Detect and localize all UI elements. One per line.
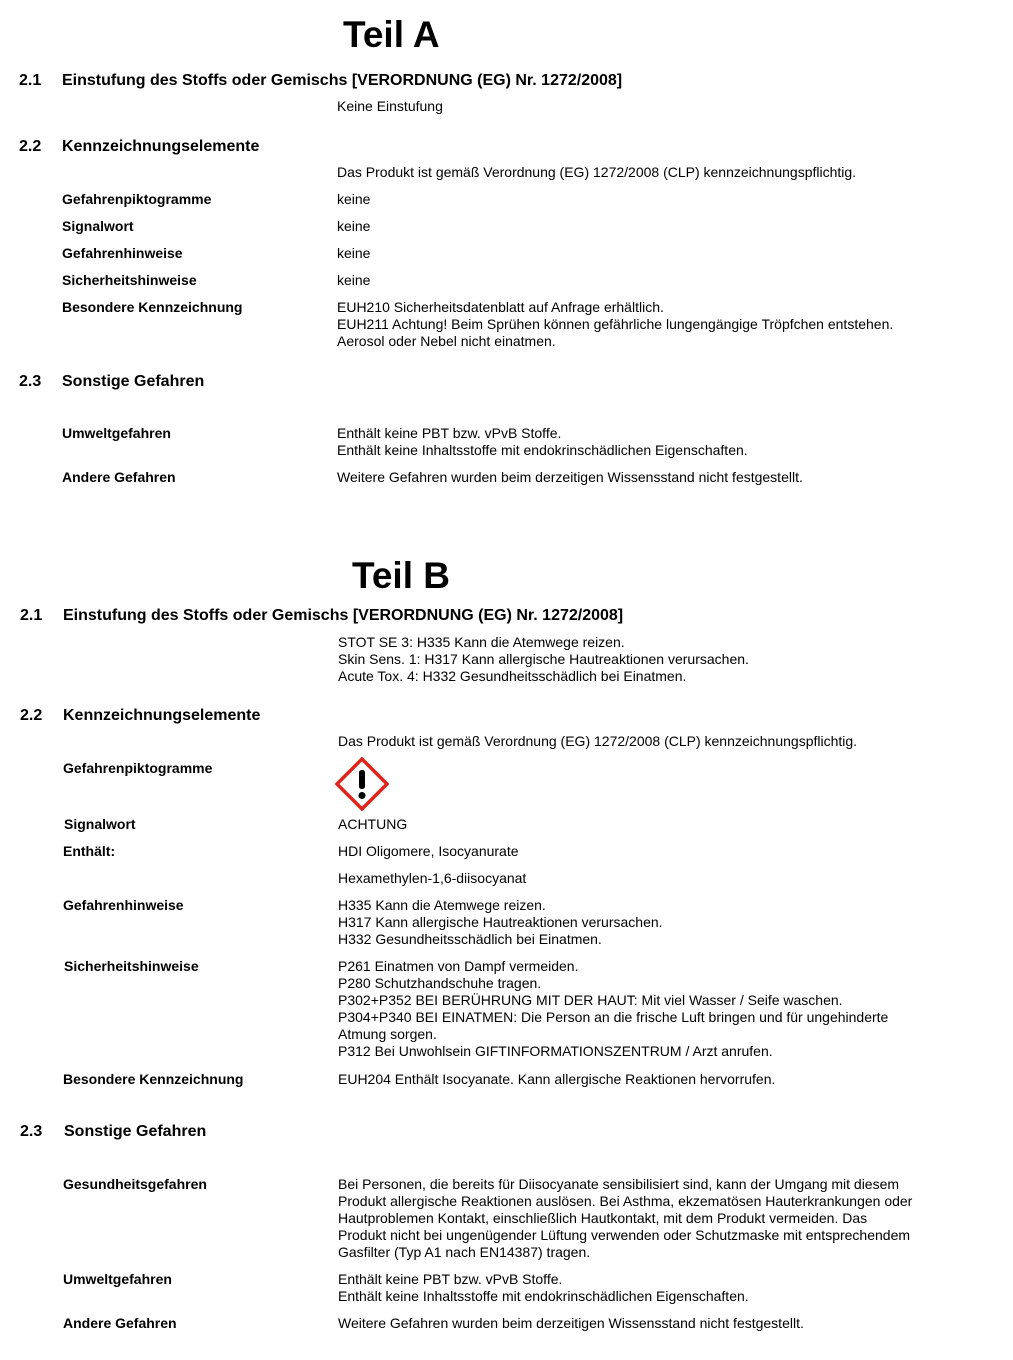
text-line: Hautproblemen Kontakt, einschließlich Hautkontakt, mit dem Produkt vermeiden. Das (338, 1210, 868, 1226)
part-a-special-labeling-label: Besondere Kennzeichnung (62, 299, 243, 315)
part-a-labeling-intro: Das Produkt ist gemäß Verordnung (EG) 1272/2008 (CLP) kennzeichnungspflichtig. (337, 164, 857, 180)
text-line: Enthält keine Inhaltsstoffe mit endokrinschädlichen Eigenschaften. (338, 1288, 749, 1304)
part-b-title: Teil B (352, 555, 450, 596)
text-line: P280 Schutzhandschuhe tragen. (338, 975, 542, 991)
part-b-section-2-2-title: Kennzeichnungselemente (63, 707, 261, 724)
part-b-contains-value: HDI Oligomere, Isocyanurate (338, 843, 519, 859)
text-line: EUH211 Achtung! Beim Sprühen können gefährliche lungengängige Tröpfchen entstehen. (337, 316, 894, 332)
part-b-other-hazards-label: Andere Gefahren (63, 1315, 177, 1331)
part-b-hazard-statements-label: Gefahrenhinweise (63, 897, 184, 913)
part-b-section-2-3-title: Sonstige Gefahren (64, 1123, 207, 1140)
text-line: Acute Tox. 4: H332 Gesundheitsschädlich bei Einatmen. (338, 668, 687, 684)
part-b-contains-value-2: Hexamethylen-1,6-diisocyanat (338, 870, 527, 886)
part-a-signal-word-value: keine (337, 218, 371, 234)
part-b-signal-word-label: Signalwort (64, 816, 136, 832)
part-b-section-2-3-number: 2.3 (20, 1123, 43, 1140)
text-line: Produkt allergische Reaktionen auslösen. Bei Asthma, ekzematösen Hauterkrankungen oder (338, 1193, 913, 1209)
text-line: STOT SE 3: H335 Kann die Atemwege reizen. (338, 634, 625, 650)
exclamation-mark-ghs07-icon (335, 757, 389, 811)
part-b-environmental-value (338, 1271, 749, 1305)
part-a-pictograms-label: Gefahrenpiktogramme (62, 191, 212, 207)
part-b-labeling-intro: Das Produkt ist gemäß Verordnung (EG) 1272/2008 (CLP) kennzeichnungspflichtig. (338, 733, 858, 749)
part-a-precautionary-label: Sicherheitshinweise (62, 272, 197, 288)
text-line: P261 Einatmen von Dampf vermeiden. (338, 958, 579, 974)
part-a-environmental-value (337, 425, 748, 459)
part-a-section-2-2-title: Kennzeichnungselemente (62, 138, 260, 155)
part-a-hazard-statements-value: keine (337, 245, 371, 261)
part-b-special-labeling-value: EUH204 Enthält Isocyanate. Kann allergische Reaktionen hervorrufen. (338, 1071, 776, 1087)
part-b-classification-value (338, 634, 749, 685)
text-line: Enthält keine PBT bzw. vPvB Stoffe. (338, 1271, 563, 1287)
part-a-other-hazards-label: Andere Gefahren (62, 469, 176, 485)
part-b-precautionary-value (338, 958, 888, 1060)
text-line: P304+P340 BEI EINATMEN: Die Person an die frische Luft bringen und für ungehinderte (338, 1009, 889, 1025)
part-b-environmental-label: Umweltgefahren (63, 1271, 172, 1287)
part-a-title: Teil A (343, 14, 440, 55)
text-line: Gasfilter (Typ A1 nach EN14387) tragen. (338, 1244, 591, 1260)
part-b-other-hazards-value: Weitere Gefahren wurden beim derzeitigen Wissensstand nicht festgestellt. (338, 1315, 804, 1331)
part-a-other-hazards-value: Weitere Gefahren wurden beim derzeitigen Wissensstand nicht festgestellt. (337, 469, 803, 485)
text-line: H317 Kann allergische Hautreaktionen verursachen. (338, 914, 663, 930)
part-a-precautionary-value: keine (337, 272, 371, 288)
text-line: Atmung sorgen. (338, 1026, 437, 1042)
part-a-section-2-1-number: 2.1 (19, 72, 42, 89)
text-line: H332 Gesundheitsschädlich bei Einatmen. (338, 931, 602, 947)
part-a-section-2-1-title: Einstufung des Stoffs oder Gemischs [VERORDNUNG (EG) Nr. 1272/2008] (62, 72, 623, 89)
part-b-section-2-2-number: 2.2 (20, 707, 43, 724)
part-a-hazard-statements-label: Gefahrenhinweise (62, 245, 183, 261)
text-line: P302+P352 BEI BERÜHRUNG MIT DER HAUT: Mit viel Wasser / Seife waschen. (338, 992, 843, 1008)
part-a-classification-value: Keine Einstufung (337, 98, 443, 114)
text-line: Enthält keine Inhaltsstoffe mit endokrinschädlichen Eigenschaften. (337, 442, 748, 458)
part-b-section-2-1-title: Einstufung des Stoffs oder Gemischs [VERORDNUNG (EG) Nr. 1272/2008] (63, 607, 624, 624)
text-line: Aerosol oder Nebel nicht einatmen. (337, 333, 556, 349)
part-b-health-hazards-label: Gesundheitsgefahren (63, 1176, 207, 1192)
part-a-special-labeling-value (337, 299, 893, 350)
part-a-pictograms-value: keine (337, 191, 371, 207)
text-line: P312 Bei Unwohlsein GIFTINFORMATIONSZENTRUM / Arzt anrufen. (338, 1043, 773, 1059)
text-line: H335 Kann die Atemwege reizen. (338, 897, 546, 913)
part-b-precautionary-label: Sicherheitshinweise (64, 958, 199, 974)
part-a-signal-word-label: Signalwort (62, 218, 134, 234)
text-line: Skin Sens. 1: H317 Kann allergische Hautreaktionen verursachen. (338, 651, 749, 667)
part-b-signal-word-value: ACHTUNG (338, 816, 408, 832)
part-a-environmental-label: Umweltgefahren (62, 425, 171, 441)
part-a-section-2-3-number: 2.3 (19, 373, 42, 390)
part-a-section-2-3-title: Sonstige Gefahren (62, 373, 205, 390)
text-line: Enthält keine PBT bzw. vPvB Stoffe. (337, 425, 562, 441)
part-b-hazard-statements-value (338, 897, 663, 948)
text-line: Bei Personen, die bereits für Diisocyanate sensibilisiert sind, kann der Umgang mit diesem (338, 1176, 900, 1192)
part-b-pictograms-label: Gefahrenpiktogramme (63, 760, 213, 776)
part-b-special-labeling-label: Besondere Kennzeichnung (63, 1071, 244, 1087)
part-a-section-2-2-number: 2.2 (19, 138, 42, 155)
part-b-section-2-1-number: 2.1 (20, 607, 43, 624)
text-line: EUH210 Sicherheitsdatenblatt auf Anfrage erhältlich. (337, 299, 664, 315)
part-b-contains-label: Enthält: (63, 843, 116, 859)
text-line: Produkt nicht bei ungenügender Lüftung verwenden oder Schutzmaske mit entsprechendem (338, 1227, 911, 1243)
part-b-health-hazards-value (338, 1176, 912, 1261)
